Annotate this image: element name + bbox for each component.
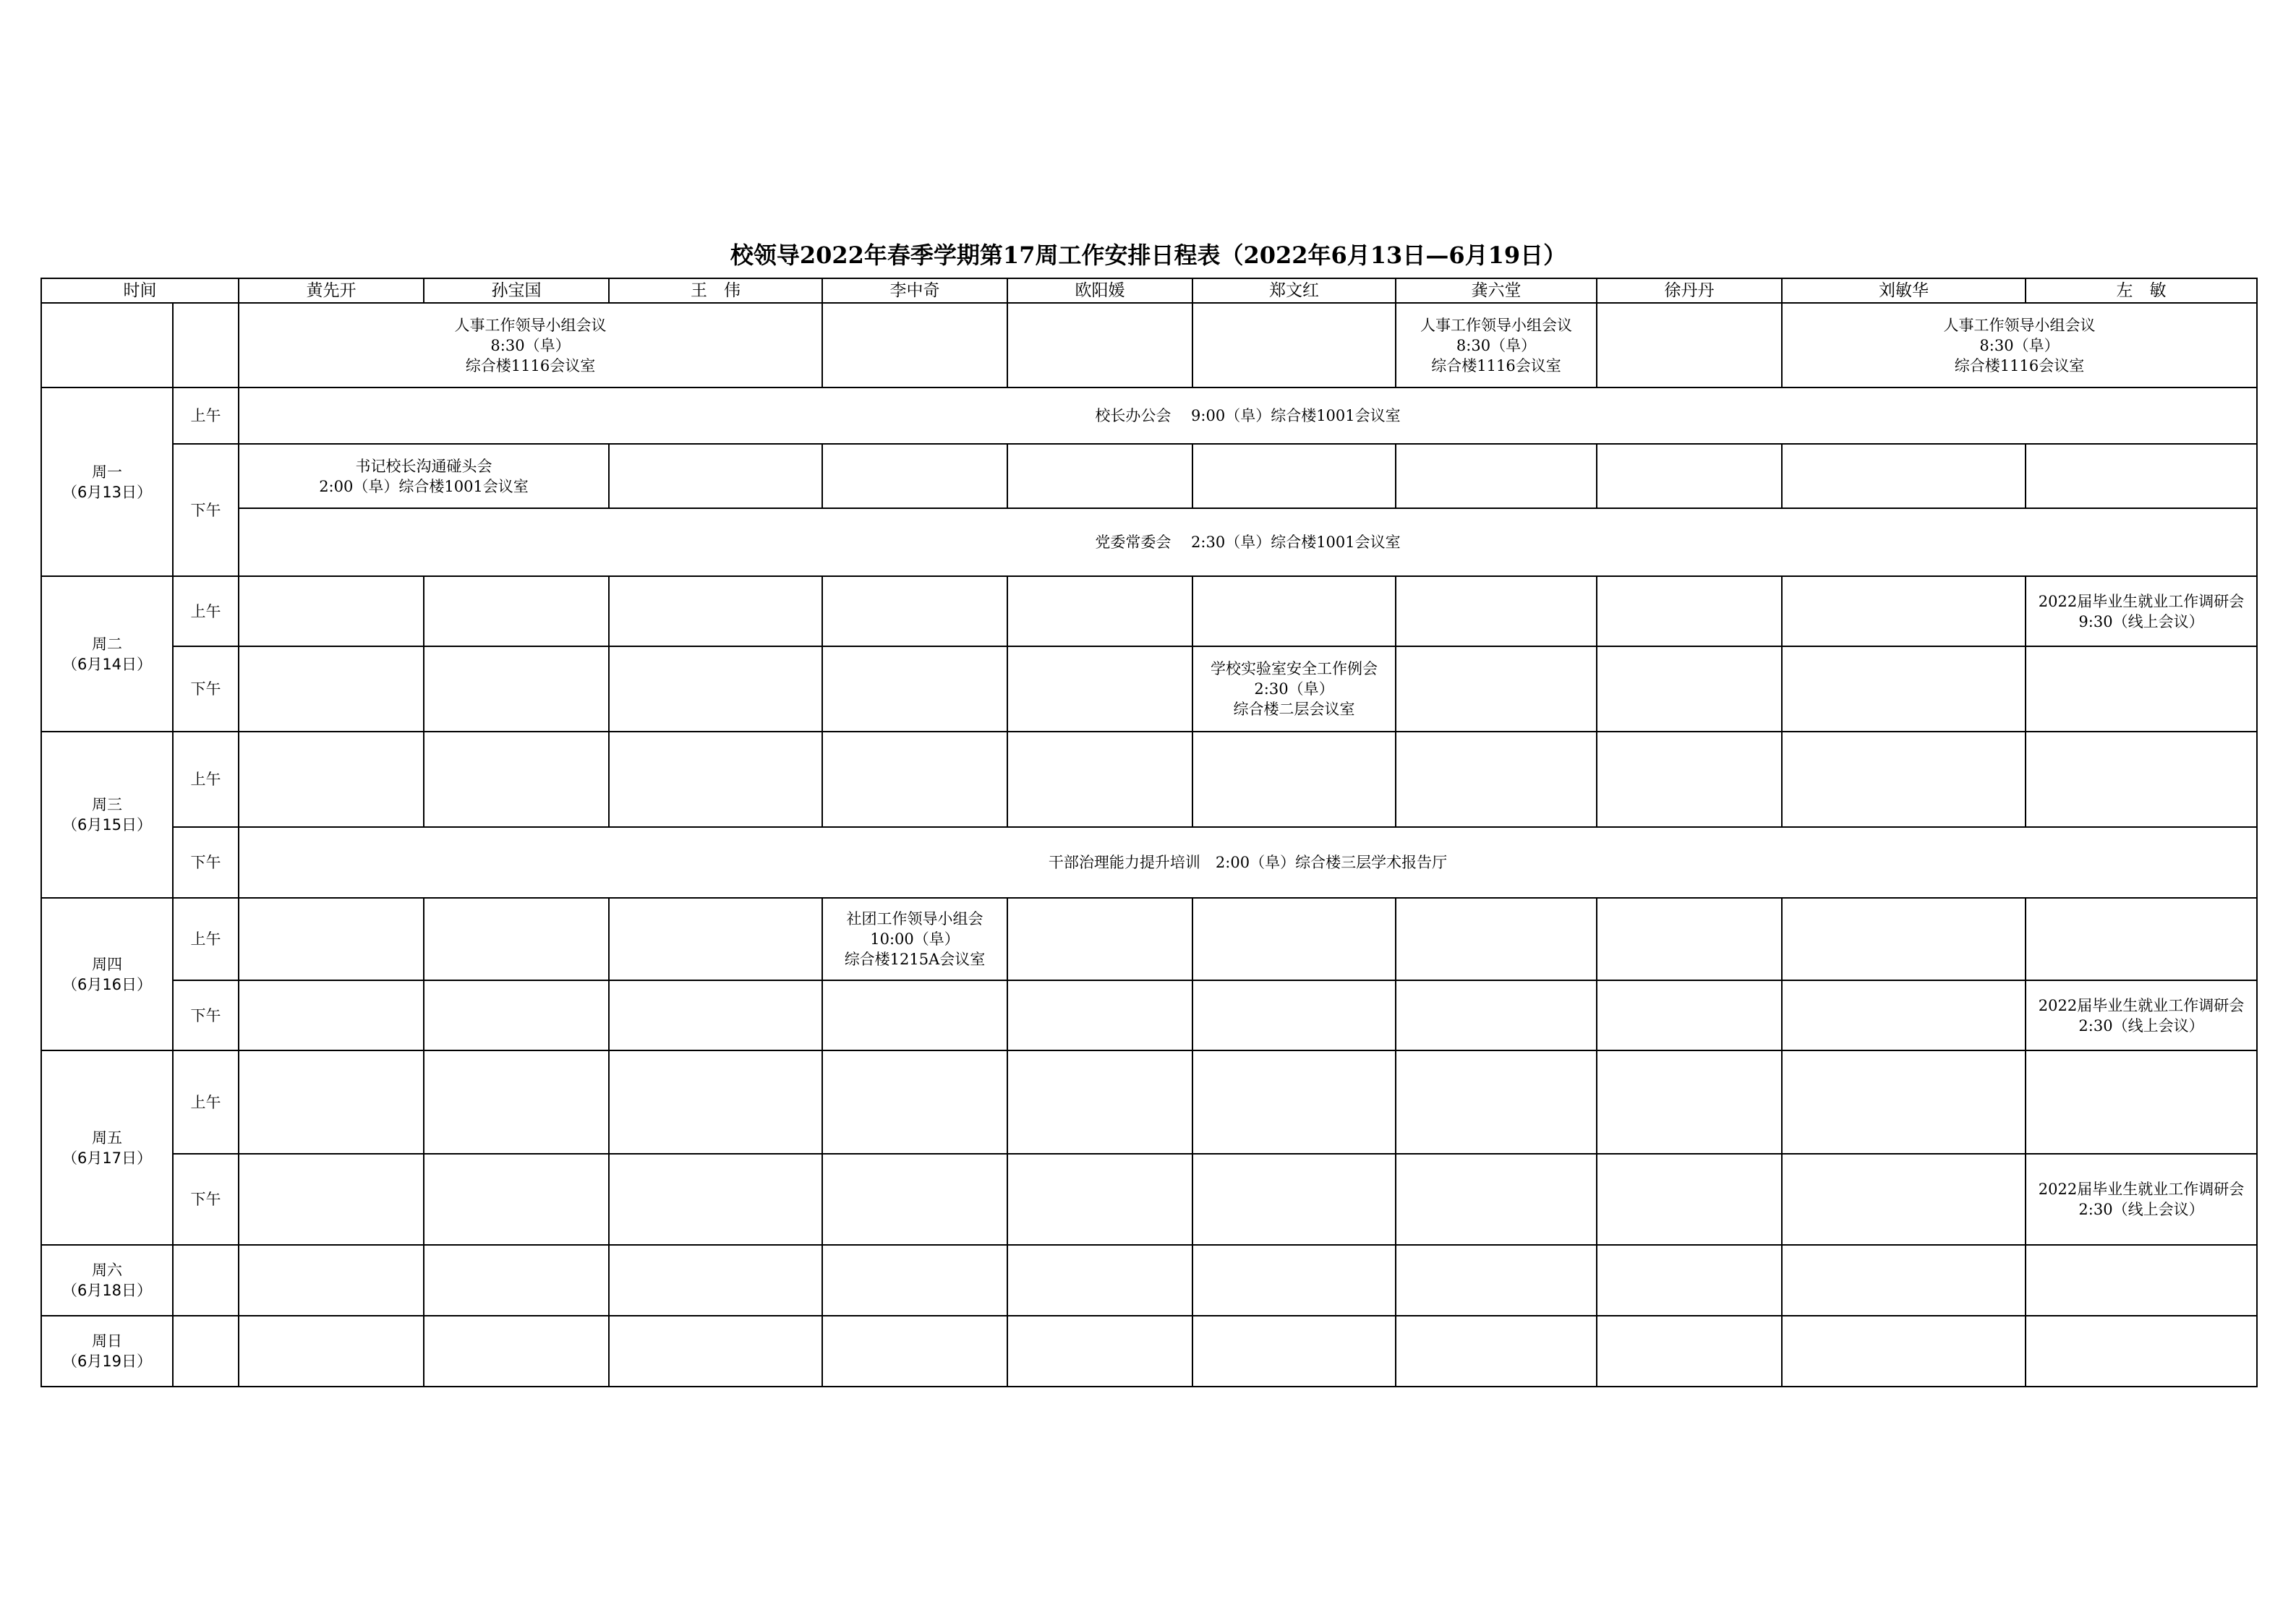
empty-cell — [424, 1245, 609, 1316]
schedule-entry: 书记校长沟通碰头会 2:00（阜）综合楼1001会议室 — [239, 444, 609, 508]
period-am: 上午 — [173, 1050, 239, 1154]
empty-cell — [822, 1316, 1007, 1387]
schedule-entry: 党委常委会 2:30（阜）综合楼1001会议室 — [239, 508, 2257, 576]
leader-header: 黄先开 — [239, 278, 424, 303]
top-row — [41, 303, 2257, 387]
empty-cell — [1192, 444, 1396, 508]
empty-cell — [1192, 732, 1396, 827]
empty-cell — [1192, 1154, 1396, 1245]
schedule-entry: 校长办公会 9:00（阜）综合楼1001会议室 — [239, 387, 2257, 444]
empty-cell — [1007, 444, 1192, 508]
empty-cell — [239, 646, 424, 732]
empty-cell — [609, 898, 822, 980]
leader-header: 徐丹丹 — [1597, 278, 1782, 303]
empty-cell — [1396, 444, 1597, 508]
empty-cell — [2026, 444, 2257, 508]
leader-header: 左 敏 — [2026, 278, 2257, 303]
tuesday-pm-row — [41, 646, 2257, 732]
period-pm: 下午 — [173, 444, 239, 576]
empty-cell — [609, 444, 822, 508]
empty-cell — [1007, 1316, 1192, 1387]
empty-cell — [1007, 646, 1192, 732]
empty-cell — [1782, 980, 2026, 1050]
wednesday-am-row — [41, 732, 2257, 827]
schedule-entry: 学校实验室安全工作例会 2:30（阜） 综合楼二层会议室 — [1192, 646, 1396, 732]
schedule-entry: 人事工作领导小组会议 8:30（阜） 综合楼1116会议室 — [1396, 303, 1597, 387]
empty-cell — [1597, 1154, 1782, 1245]
empty-cell — [1597, 1245, 1782, 1316]
empty-cell — [424, 980, 609, 1050]
empty-cell — [1782, 1316, 2026, 1387]
leader-header: 刘敏华 — [1782, 278, 2026, 303]
empty-cell — [239, 1050, 424, 1154]
saturday-row — [41, 1245, 2257, 1316]
empty-cell — [1007, 303, 1192, 387]
empty-cell — [609, 576, 822, 646]
empty-cell — [1396, 1245, 1597, 1316]
wednesday-pm-row — [41, 827, 2257, 898]
period-am: 上午 — [173, 898, 239, 980]
empty-cell — [822, 732, 1007, 827]
empty-cell — [822, 1245, 1007, 1316]
leader-header: 孙宝国 — [424, 278, 609, 303]
empty-cell — [822, 1154, 1007, 1245]
period-pm: 下午 — [173, 1154, 239, 1245]
empty-cell — [1192, 303, 1396, 387]
empty-cell — [2026, 646, 2257, 732]
empty-cell — [239, 1316, 424, 1387]
empty-cell — [1396, 1154, 1597, 1245]
empty-cell — [1597, 1316, 1782, 1387]
empty-cell — [173, 1316, 239, 1387]
monday-pm-row-2 — [41, 508, 2257, 576]
empty-cell — [173, 303, 239, 387]
empty-cell — [2026, 732, 2257, 827]
empty-cell — [1192, 1050, 1396, 1154]
leader-header: 王 伟 — [609, 278, 822, 303]
empty-cell — [1007, 576, 1192, 646]
empty-cell — [2026, 1050, 2257, 1154]
day-label-monday: 周一 （6月13日） — [41, 387, 173, 576]
empty-cell — [1396, 646, 1597, 732]
header-row — [41, 278, 2257, 303]
schedule-entry: 人事工作领导小组会议 8:30（阜） 综合楼1116会议室 — [239, 303, 822, 387]
schedule-entry: 人事工作领导小组会议 8:30（阜） 综合楼1116会议室 — [1782, 303, 2257, 387]
empty-cell — [424, 1316, 609, 1387]
empty-cell — [1597, 732, 1782, 827]
empty-cell — [1782, 1154, 2026, 1245]
empty-cell — [239, 1154, 424, 1245]
empty-cell — [609, 646, 822, 732]
empty-cell — [822, 646, 1007, 732]
empty-cell — [173, 1245, 239, 1316]
empty-cell — [1782, 1050, 2026, 1154]
empty-cell — [1597, 898, 1782, 980]
empty-cell — [239, 1245, 424, 1316]
empty-cell — [1782, 646, 2026, 732]
monday-pm-row-1 — [41, 444, 2257, 508]
empty-cell — [1007, 980, 1192, 1050]
period-am: 上午 — [173, 387, 239, 444]
empty-cell — [1597, 1050, 1782, 1154]
empty-cell — [609, 1050, 822, 1154]
period-pm: 下午 — [173, 980, 239, 1050]
empty-cell — [1396, 732, 1597, 827]
empty-cell — [822, 576, 1007, 646]
empty-cell — [1782, 1245, 2026, 1316]
empty-cell — [239, 576, 424, 646]
empty-cell — [609, 1154, 822, 1245]
leader-header: 欧阳媛 — [1007, 278, 1192, 303]
empty-cell — [1192, 980, 1396, 1050]
empty-cell — [41, 303, 173, 387]
schedule-entry: 2022届毕业生就业工作调研会 2:30（线上会议） — [2026, 980, 2257, 1050]
leader-header: 郑文红 — [1192, 278, 1396, 303]
empty-cell — [239, 898, 424, 980]
empty-cell — [424, 1154, 609, 1245]
empty-cell — [239, 980, 424, 1050]
empty-cell — [1192, 898, 1396, 980]
friday-pm-row — [41, 1154, 2257, 1245]
empty-cell — [1782, 444, 2026, 508]
day-label-wednesday: 周三 （6月15日） — [41, 732, 173, 898]
empty-cell — [822, 444, 1007, 508]
empty-cell — [424, 646, 609, 732]
empty-cell — [1597, 576, 1782, 646]
empty-cell — [1007, 1154, 1192, 1245]
monday-am-row — [41, 387, 2257, 444]
day-label-friday: 周五 （6月17日） — [41, 1050, 173, 1245]
empty-cell — [1597, 980, 1782, 1050]
schedule-table — [40, 278, 2258, 1387]
day-label-sunday: 周日 （6月19日） — [41, 1316, 173, 1387]
empty-cell — [2026, 1316, 2257, 1387]
empty-cell — [1782, 732, 2026, 827]
empty-cell — [424, 1050, 609, 1154]
empty-cell — [424, 732, 609, 827]
empty-cell — [239, 732, 424, 827]
empty-cell — [1396, 980, 1597, 1050]
period-pm: 下午 — [173, 646, 239, 732]
empty-cell — [1597, 303, 1782, 387]
empty-cell — [2026, 1245, 2257, 1316]
empty-cell — [1782, 576, 2026, 646]
tuesday-am-row — [41, 576, 2257, 646]
time-header: 时间 — [41, 278, 239, 303]
empty-cell — [1396, 576, 1597, 646]
empty-cell — [1007, 732, 1192, 827]
empty-cell — [1192, 1316, 1396, 1387]
empty-cell — [1192, 1245, 1396, 1316]
empty-cell — [424, 576, 609, 646]
period-am: 上午 — [173, 732, 239, 827]
day-label-tuesday: 周二 （6月14日） — [41, 576, 173, 732]
empty-cell — [1007, 1050, 1192, 1154]
page-title: 校领导2022年春季学期第17周工作安排日程表（2022年6月13日—6月19日） — [730, 241, 1567, 269]
empty-cell — [822, 980, 1007, 1050]
schedule-entry: 干部治理能力提升培训 2:00（阜）综合楼三层学术报告厅 — [239, 827, 2257, 898]
empty-cell — [1597, 646, 1782, 732]
period-am: 上午 — [173, 576, 239, 646]
empty-cell — [1192, 576, 1396, 646]
leader-header: 李中奇 — [822, 278, 1007, 303]
empty-cell — [1782, 898, 2026, 980]
friday-am-row — [41, 1050, 2257, 1154]
empty-cell — [1007, 898, 1192, 980]
leader-header: 龚六堂 — [1396, 278, 1597, 303]
empty-cell — [1396, 1316, 1597, 1387]
empty-cell — [609, 980, 822, 1050]
thursday-pm-row — [41, 980, 2257, 1050]
empty-cell — [822, 303, 1007, 387]
empty-cell — [609, 1316, 822, 1387]
day-label-saturday: 周六 （6月18日） — [41, 1245, 173, 1316]
thursday-am-row — [41, 898, 2257, 980]
schedule-entry: 2022届毕业生就业工作调研会 2:30（线上会议） — [2026, 1154, 2257, 1245]
empty-cell — [822, 1050, 1007, 1154]
empty-cell — [424, 898, 609, 980]
empty-cell — [1396, 898, 1597, 980]
empty-cell — [609, 1245, 822, 1316]
empty-cell — [1597, 444, 1782, 508]
empty-cell — [1007, 1245, 1192, 1316]
day-label-thursday: 周四 （6月16日） — [41, 898, 173, 1050]
schedule-entry: 社团工作领导小组会 10:00（阜） 综合楼1215A会议室 — [822, 898, 1007, 980]
schedule-entry: 2022届毕业生就业工作调研会 9:30（线上会议） — [2026, 576, 2257, 646]
empty-cell — [1396, 1050, 1597, 1154]
period-pm: 下午 — [173, 827, 239, 898]
sunday-row — [41, 1316, 2257, 1387]
empty-cell — [609, 732, 822, 827]
empty-cell — [2026, 898, 2257, 980]
